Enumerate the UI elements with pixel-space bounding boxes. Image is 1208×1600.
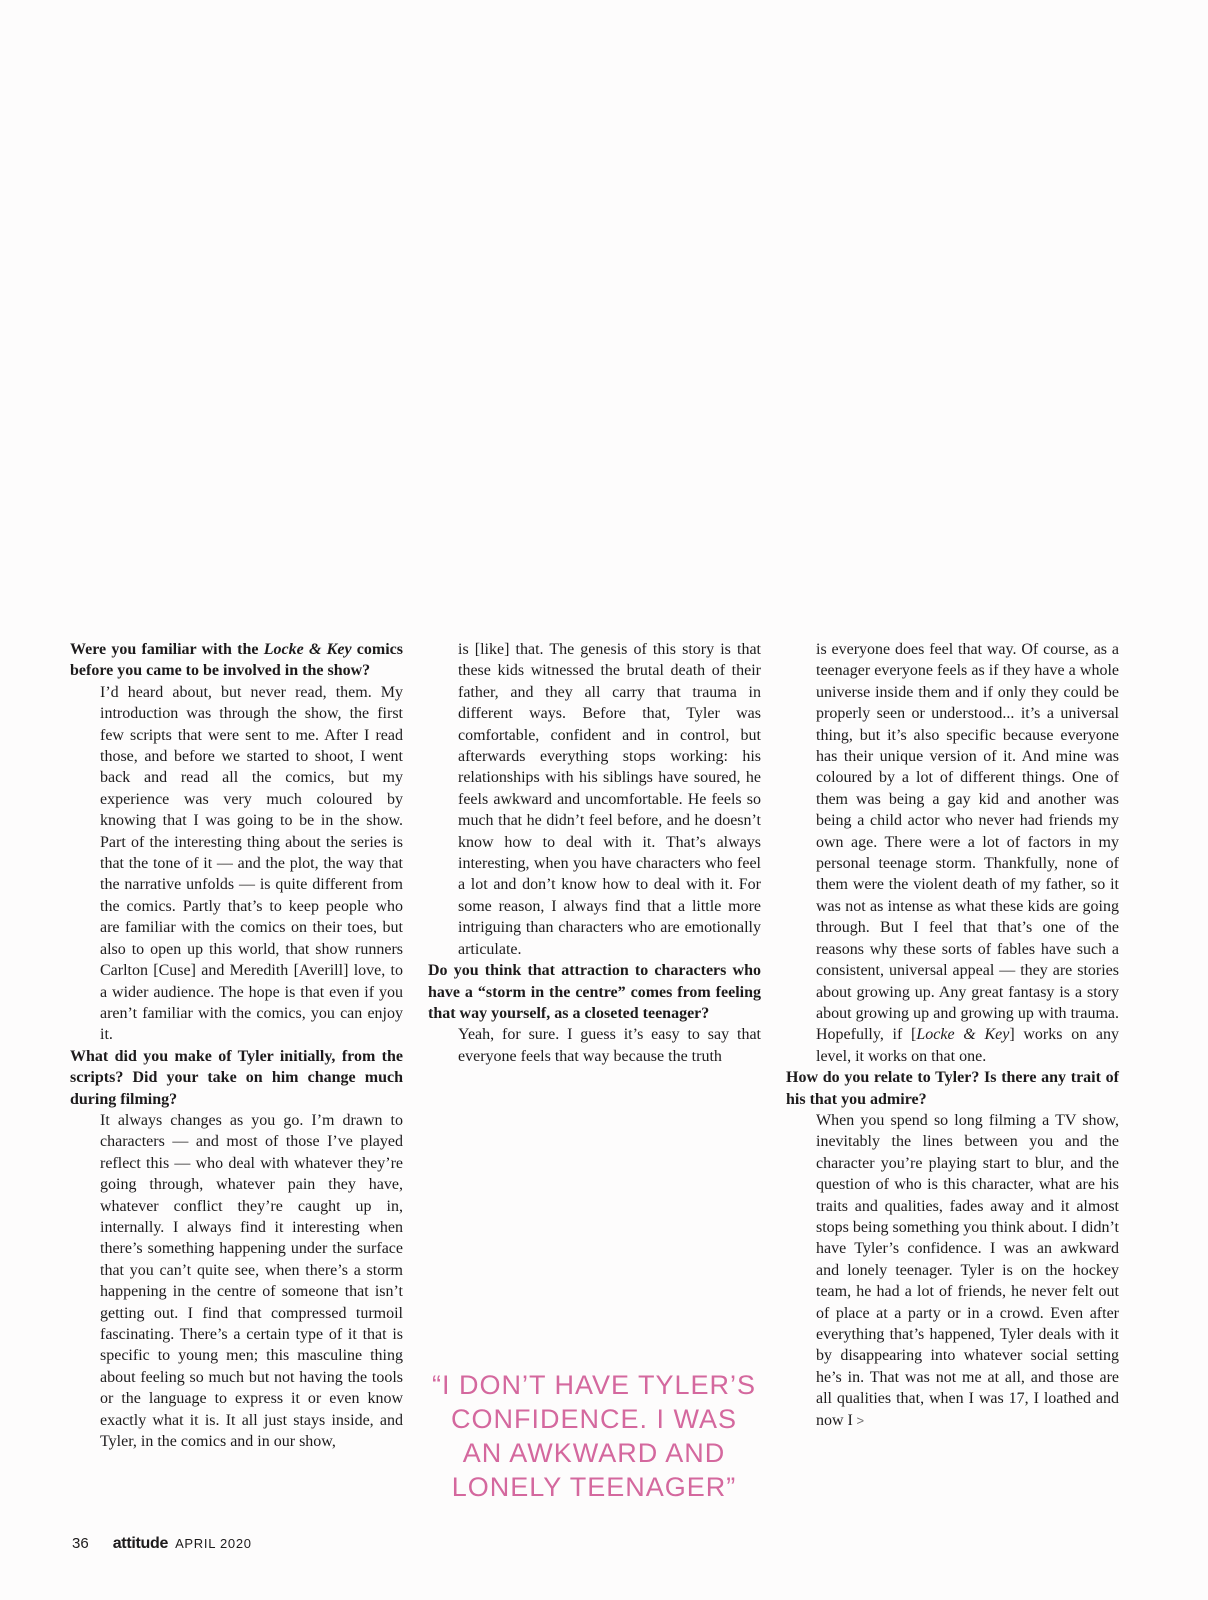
interview-question: Were you familiar with the Locke & Key comics before you came to be involved in the show? bbox=[70, 641, 404, 680]
page-footer bbox=[72, 1535, 252, 1553]
page-number: 36 bbox=[72, 1535, 89, 1552]
pull-quote-line: “I DON’T HAVE TYLER’S bbox=[431, 1370, 757, 1400]
interview-answer: Yeah, for sure. I guess it’s easy to say that everyone feels that way because the truth bbox=[458, 1026, 761, 1065]
article-column-3 bbox=[786, 639, 1119, 1519]
interview-answer: is [like] that. The genesis of this story is that these kids witnessed the brutal death of their father, and they all carry that trauma in different ways. Before that, Tyler was comfortable, confident and in control, but afterwards everything stops working: his relationships with his siblings have soured, he feels awkward and uncomfortable. He feels so much that he didn’t feel before, and he doesn’t know how to deal with it. That’s always interesting, when you have characters who feel a lot and don’t know how to deal with it. For some reason, I always find that a little more intriguing than characters who are emotionally articulate. bbox=[458, 641, 761, 958]
issue-date: APRIL 2020 bbox=[175, 1536, 252, 1551]
article-column-1 bbox=[70, 639, 403, 1519]
pull-quote-line: AN AWKWARD AND bbox=[462, 1438, 726, 1468]
pull-quote-line: CONFIDENCE. I WAS bbox=[450, 1404, 737, 1434]
continued-marker: > bbox=[852, 1412, 865, 1428]
interview-question: Do you think that attraction to characters who have a “storm in the centre” comes from feeling that way yourself, as a closeted teenager? bbox=[428, 962, 761, 1022]
interview-answer: When you spend so long filming a TV show, inevitably the lines between you and the character you’re playing start to blur, and the question of who is this character, what are his traits and qualities, fades away and it almost stops being something you think about. I didn’t have Tyler’s confidence. I was an awkward and lonely teenager. Tyler is on the hockey team, he had a lot of friends, he never felt out of place at a party or in a crowd. Even after everything that’s happened, Tyler deals with it by disappearing into whatever social setting he’s in. That was not me at all, and those are all qualities that, when I was 17, I loathed and now I > bbox=[816, 1111, 1119, 1429]
interview-answer: It always changes as you go. I’m drawn to characters — and most of those I’ve played reflect this — who deal with whatever they’re going through, whatever pain they have, whatever conflict they’re caught up in, internally. I always find it interesting when there’s something happening under the surface that you can’t quite see, when there’s a storm happening in the centre of someone that isn’t getting out. I find that compressed turmoil fascinating. There’s a certain type of it that is specific to young men; this masculine thing about feeling so much but not having the tools or the language to express it or even know exactly what it is. It all just stays inside, and Tyler, in the comics and in our show, bbox=[100, 1111, 403, 1451]
interview-answer: I’d heard about, but never read, them. My introduction was through the show, the first few scripts that were sent to me. After I read those, and before we started to shoot, I went back and read all the comics, but my experience was very much coloured by knowing that I was going to be in the show. Part of the interesting thing about the series is that the tone of it — and the plot, the way that the narrative unfolds — is quite different from the comics. Partly that’s to keep people who are familiar with the comics on their toes, but also to open up this world, that show runners Carlton [Cuse] and Meredith [Averill] love, to a wider audience. The hope is that even if you aren’t familiar with the comics, you can enjoy it. bbox=[100, 683, 403, 1044]
interview-answer: is everyone does feel that way. Of course, as a teenager everyone feels as if they have a whole universe inside them and if only they could be properly seen or understood... it’s a universal thing, but it’s also specific because everyone has their unique version of it. And mine was coloured by a lot of different things. One of them was being a gay kid and another was being a child actor who never had friends my own age. There were a lot of factors in my personal teenage storm. Thankfully, none of them were the violent death of my father, so it was not as intense as what these kids are going through. But I feel that that’s one of the reasons why these sorts of fables have such a consistent, universal appeal — they are stories about growing up. Any great fantasy is a story about growing up and growing up with trauma. Hopefully, if [Locke & Key] works on any level, it works on that one. bbox=[816, 641, 1120, 1065]
interview-question: What did you make of Tyler initially, from the scripts? Did your take on him change much during filming? bbox=[70, 1047, 403, 1108]
pull-quote bbox=[414, 1368, 774, 1504]
magazine-logo: attitude bbox=[112, 1535, 169, 1552]
pull-quote-line: LONELY TEENAGER” bbox=[451, 1472, 737, 1502]
interview-question: How do you relate to Tyler? Is there any trait of his that you admire? bbox=[786, 1069, 1119, 1108]
